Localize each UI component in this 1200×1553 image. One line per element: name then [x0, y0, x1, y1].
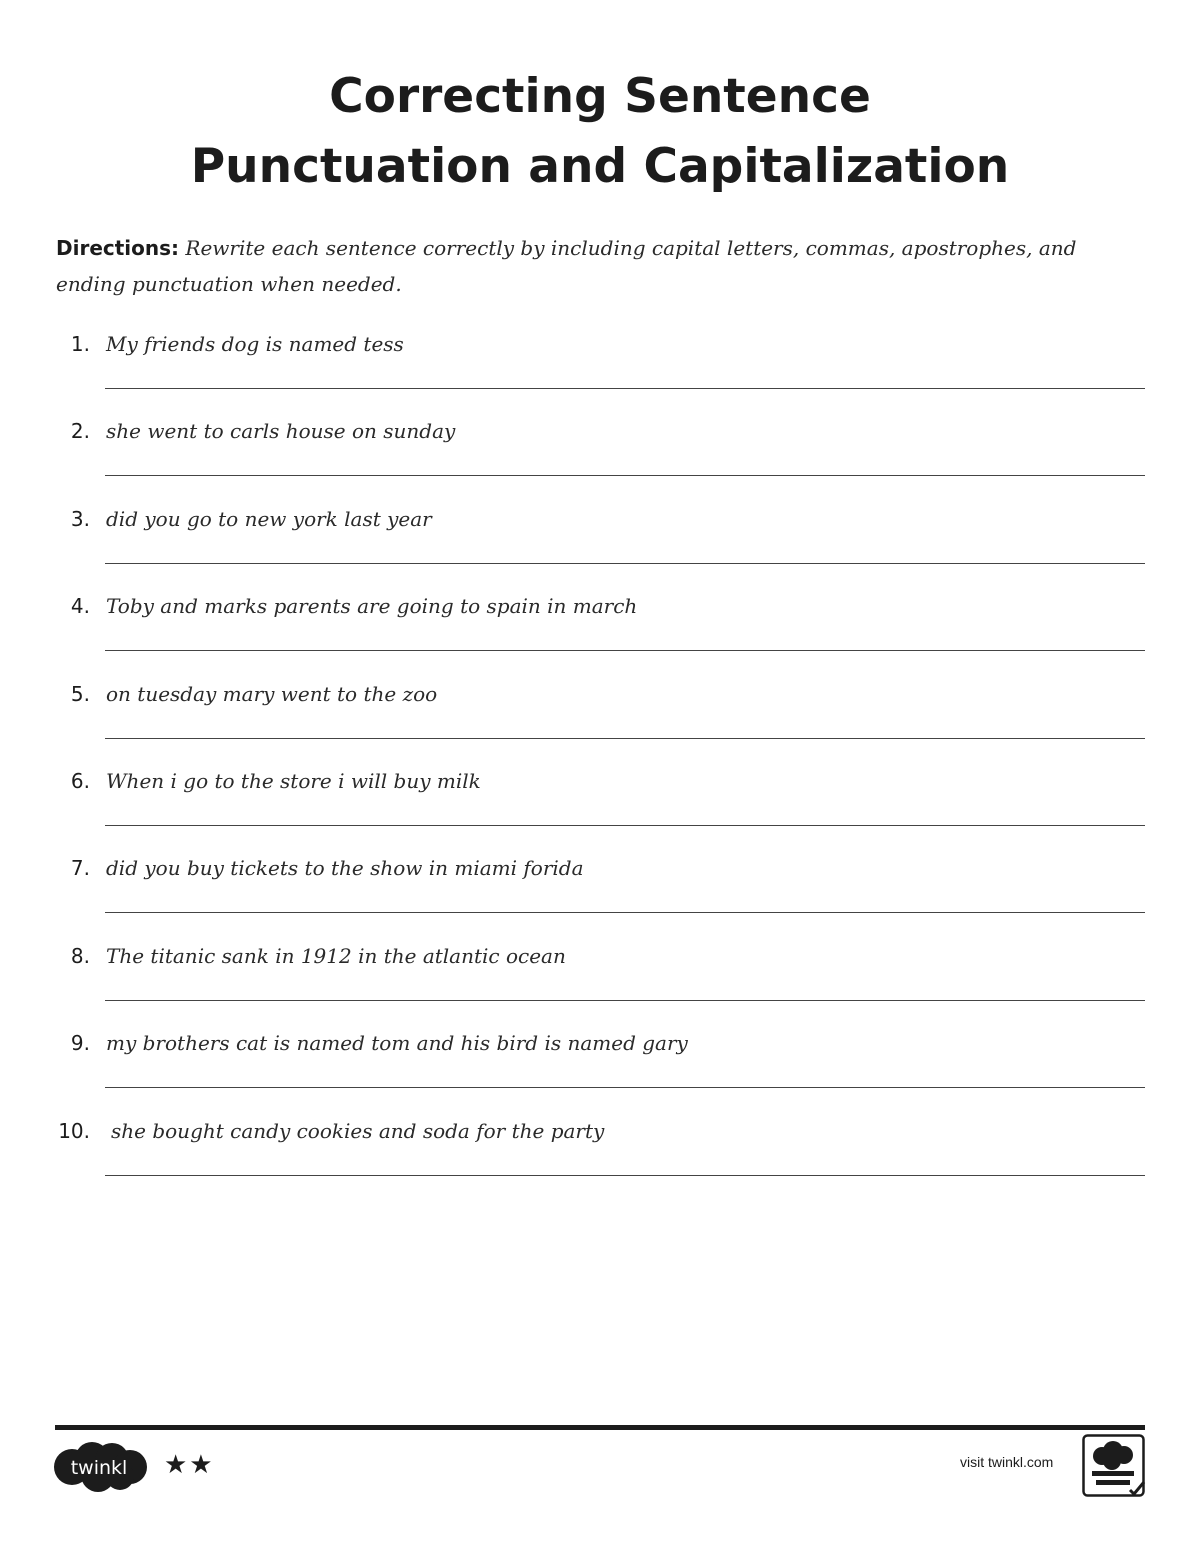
footer-divider — [55, 1425, 1145, 1430]
item-sentence: she went to carls house on sunday — [106, 419, 456, 444]
exercise-item — [0, 938, 1200, 1025]
answer-line[interactable] — [105, 650, 1145, 651]
page-title — [0, 62, 1200, 202]
exercise-item — [0, 763, 1200, 850]
answer-line[interactable] — [105, 1087, 1145, 1088]
answer-line[interactable] — [105, 1175, 1145, 1176]
answer-line[interactable] — [105, 475, 1145, 476]
answer-line[interactable] — [105, 825, 1145, 826]
exercise-item — [0, 676, 1200, 763]
item-number: 1. — [70, 332, 90, 356]
exercise-item — [0, 588, 1200, 675]
difficulty-stars: ★★ — [164, 1450, 215, 1480]
answer-line[interactable] — [105, 563, 1145, 564]
directions-text: Rewrite each sentence correctly by including capital letters, commas, apostrophes, and ending punctuation when needed. — [56, 236, 1077, 296]
item-number: 10. — [58, 1118, 90, 1143]
item-sentence: did you buy tickets to the show in miami forida — [106, 856, 584, 881]
exercise-item — [0, 326, 1200, 413]
exercise-item — [0, 1025, 1200, 1112]
answer-line[interactable] — [105, 738, 1145, 739]
item-number: 9. — [70, 1031, 90, 1056]
answer-line[interactable] — [105, 388, 1145, 389]
answer-line[interactable] — [105, 1000, 1145, 1001]
exercise-item — [0, 413, 1200, 500]
item-number: 6. — [70, 768, 90, 793]
exercise-list — [0, 326, 1200, 1200]
item-number: 5. — [70, 681, 90, 706]
twinkl-logo[interactable] — [52, 1440, 148, 1494]
item-number: 7. — [70, 856, 90, 881]
item-sentence: my brothers cat is named tom and his bird is named gary — [106, 1031, 688, 1056]
title-line-2: Punctuation and Capitalization — [190, 139, 1010, 194]
item-number: 3. — [70, 506, 90, 531]
exercise-item — [0, 850, 1200, 937]
item-sentence: When i go to the store i will buy milk — [106, 768, 481, 793]
directions-label: Directions: — [56, 236, 180, 260]
visit-twinkl-link[interactable]: visit twinkl.com — [960, 1454, 1054, 1470]
answer-line[interactable] — [105, 912, 1145, 913]
item-sentence: she bought candy cookies and soda for the party — [111, 1118, 605, 1143]
item-sentence: did you go to new york last year — [106, 506, 432, 531]
item-number: 8. — [70, 943, 90, 968]
directions — [56, 230, 1146, 302]
quality-standard-approved-icon — [1082, 1434, 1148, 1500]
item-sentence: on tuesday mary went to the zoo — [106, 681, 438, 706]
exercise-item — [0, 1113, 1200, 1200]
logo-text: twinkl — [70, 1457, 128, 1479]
item-number: 4. — [70, 594, 90, 619]
item-sentence: The titanic sank in 1912 in the atlantic ocean — [106, 943, 566, 968]
item-sentence: Toby and marks parents are going to spain in march — [106, 594, 638, 619]
exercise-item — [0, 501, 1200, 588]
title-line-1: Correcting Sentence — [329, 69, 871, 124]
item-sentence: My friends dog is named tess — [106, 332, 404, 356]
item-number: 2. — [70, 419, 90, 444]
